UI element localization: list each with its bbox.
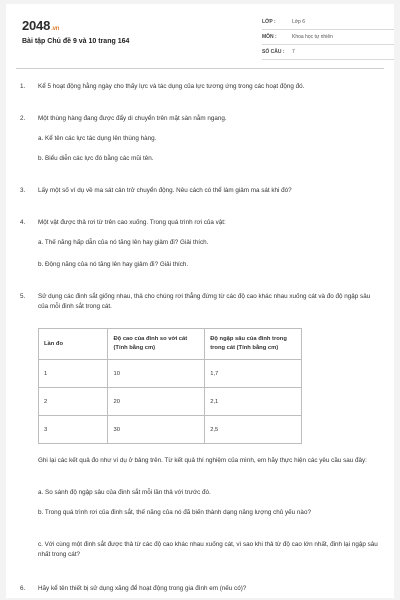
meta-count-value: 7 bbox=[292, 49, 295, 55]
question-text: Hãy kể tên thiết bị sử dụng xăng để hoạt động trong gia đình em (nếu có)? bbox=[38, 585, 247, 592]
table-cell: 10 bbox=[108, 360, 205, 388]
site-logo[interactable] bbox=[22, 18, 59, 33]
meta-class-label: LỚP : bbox=[262, 19, 276, 25]
meta-class-row bbox=[262, 18, 394, 30]
table-header-cell: Độ ngập sâu của đinh trong trong cát (Tính bằng cm) bbox=[205, 329, 302, 360]
question-number: 6. bbox=[20, 585, 26, 592]
question-5-part-c: c. Với cùng một đinh sắt được thả từ các độ cao khác nhau xuống cát, vì sao khi thả từ độ cao lớn nhất, đinh lại ngập sâu nhất trong cát? bbox=[38, 541, 378, 558]
page-title: Bài tập Chủ đề 9 và 10 trang 164 bbox=[22, 38, 130, 45]
question-text: Kể 5 hoạt động hằng ngày cho thấy lực và tác dụng của lực tương ứng trong các hoạt động đó. bbox=[38, 83, 305, 90]
page-header bbox=[20, 14, 384, 64]
question-text: Sử dụng các đinh sắt giống nhau, thả cho chúng rơi thẳng đứng từ các độ cao khác nhau xuống cát và đo độ ngập sâu của mỗi đinh sắt trong cát. bbox=[38, 293, 371, 310]
question-4-part-b: b. Động năng của nó tăng lên hay giảm đi? Giải thích. bbox=[38, 261, 189, 268]
meta-subject-row bbox=[262, 33, 394, 45]
table-row bbox=[39, 360, 302, 388]
meta-count-row bbox=[262, 48, 394, 60]
meta-subject-label: MÔN : bbox=[262, 34, 277, 40]
table-header-cell: Độ cao của đinh so với cát (Tính bằng cm) bbox=[108, 329, 205, 360]
meta-info bbox=[262, 18, 394, 63]
question-number: 2. bbox=[20, 115, 26, 122]
question-2-part-b: b. Biểu diễn các lực đó bằng các mũi tên. bbox=[38, 155, 154, 162]
measurement-table bbox=[38, 328, 302, 444]
question-4-part-a: a. Thế năng hấp dẫn của nó tăng lên hay giảm đi? Giải thích. bbox=[38, 239, 209, 246]
header-divider bbox=[16, 68, 384, 69]
question-5-part-b: b. Trong quá trình rơi của đinh sắt, thế năng của nó đã biến thành dạng năng lượng chủ yếu nào? bbox=[38, 509, 311, 516]
table-cell: 1 bbox=[39, 360, 108, 388]
table-cell: 2,5 bbox=[205, 416, 302, 444]
table-cell: 3 bbox=[39, 416, 108, 444]
table-cell: 1,7 bbox=[205, 360, 302, 388]
question-2-part-a: a. Kể tên các lực tác dụng lên thùng hàng. bbox=[38, 135, 157, 142]
table-cell: 2 bbox=[39, 388, 108, 416]
meta-subject-value: Khoa học tự nhiên bbox=[292, 34, 333, 40]
question-number: 5. bbox=[20, 293, 26, 300]
question-number: 3. bbox=[20, 187, 26, 194]
question-5-instructions: Ghi lại các kết quả đo như ví dụ ở bảng trên. Từ kết quả thí nghiệm của mình, em hãy thực hiện các yêu cầu sau đây: bbox=[38, 457, 367, 464]
meta-class-value: Lớp 6 bbox=[292, 19, 306, 25]
logo-text: 2048 bbox=[22, 18, 51, 33]
meta-count-label: SỐ CÂU : bbox=[262, 49, 285, 55]
document-page bbox=[6, 4, 394, 598]
question-number: 1. bbox=[20, 83, 26, 90]
table-cell: 30 bbox=[108, 416, 205, 444]
table-header-cell: Lần đo bbox=[39, 329, 108, 360]
question-text: Lấy một số ví dụ về ma sát cản trở chuyển động. Nêu cách có thể làm giảm ma sát khi đó? bbox=[38, 187, 292, 194]
question-number: 4. bbox=[20, 219, 26, 226]
question-5-part-a: a. So sánh độ ngập sâu của đinh sắt mỗi lần thả với trước đó. bbox=[38, 489, 211, 496]
table-row bbox=[39, 388, 302, 416]
table-cell: 2,1 bbox=[205, 388, 302, 416]
question-text: Một vật được thả rơi từ trên cao xuống. Trong quá trình rơi của vật: bbox=[38, 219, 226, 226]
table-row bbox=[39, 416, 302, 444]
table-header-row bbox=[39, 329, 302, 360]
table-cell: 20 bbox=[108, 388, 205, 416]
logo-suffix: .vn bbox=[51, 26, 60, 32]
question-text: Một thùng hàng đang được đẩy di chuyển trên mặt sàn nằm ngang. bbox=[38, 115, 227, 122]
